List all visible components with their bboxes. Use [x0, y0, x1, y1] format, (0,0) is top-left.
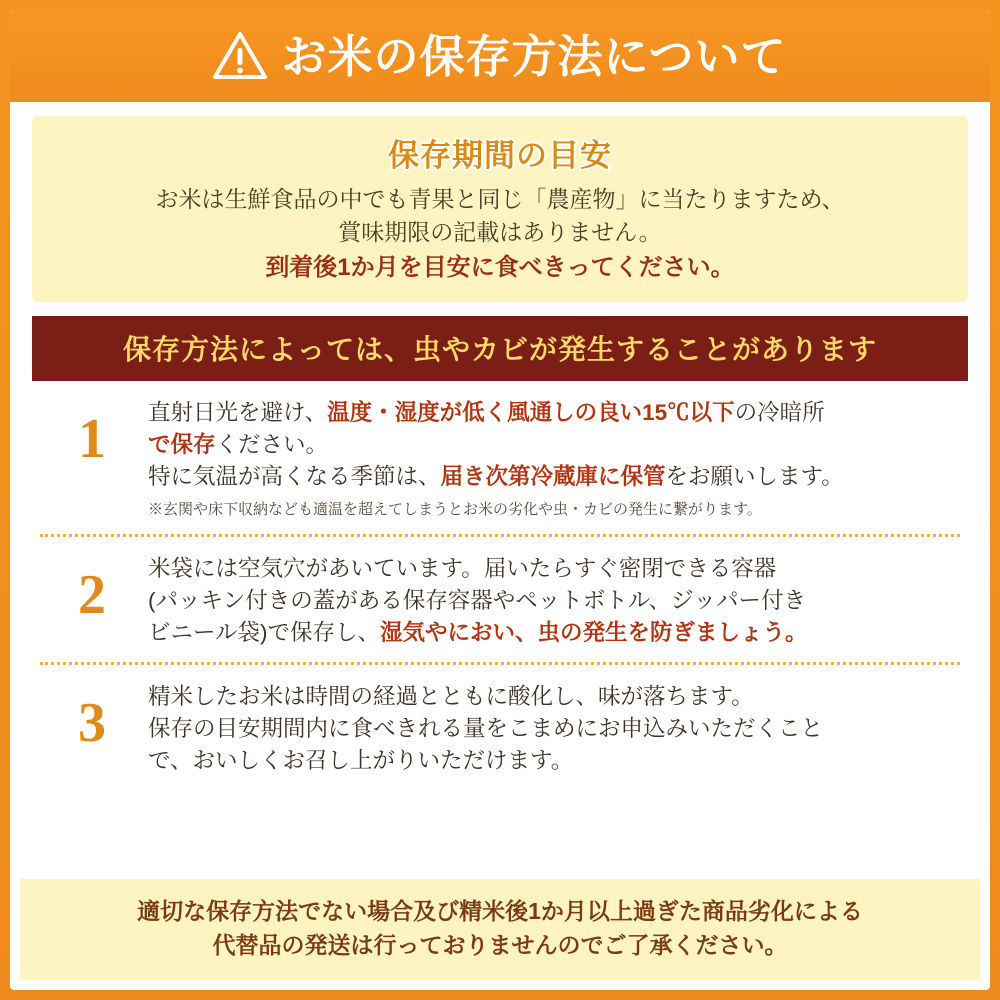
step-2-line-3-highlight: 湿気やにおい、虫の発生を防ぎましょう。: [380, 619, 808, 645]
step-1-line-2: [148, 429, 958, 461]
step-3-line-3: で、おいしくお召し上がりいただけます。: [148, 748, 574, 774]
header: [10, 10, 990, 102]
page-title: お米の保存方法について: [281, 30, 787, 82]
step-1-line-1-a: 直射日光を避け、: [148, 400, 328, 426]
step-number: 2: [78, 563, 106, 626]
step-1-line-3-a: 特に気温が高くなる季節は、: [148, 464, 441, 490]
storage-period-line-2: 賞味期限の記載はありません。: [338, 218, 662, 245]
storage-period-emphasis: 到着後1か月を目安に食べきってください。: [265, 254, 735, 282]
step-2-line-3-a: ビニール袋)で保存し、: [148, 619, 381, 645]
step-3-line-2: 保存の目安期間内に食べきれる量をこまめにお申込みいただくこと: [148, 716, 824, 742]
content-body: [10, 102, 990, 791]
step-3-line-1: 精米したお米は時間の経過とともに酸化し、味が落ちます。: [148, 684, 754, 710]
step-1-line-1-highlight: 温度・湿度が低く風通しの良い15℃以下: [327, 400, 735, 426]
step-number: 3: [78, 692, 106, 755]
step-body: [148, 681, 964, 777]
storage-period-line-1: お米は生鮮食品の中でも青果と同じ「農産物」に当たりますため、: [155, 186, 845, 212]
step-1-line-3-highlight: 届き次第冷蔵庫に保管: [440, 464, 666, 490]
storage-period-title: 保存期間の目安: [388, 138, 612, 173]
footer-disclaimer: [20, 879, 980, 980]
poster-inner: [10, 10, 990, 990]
step-2-line-2: (パッキン付きの蓋がある保存容器やペットボトル、ジッパー付き: [148, 587, 806, 613]
step-body: [148, 553, 964, 649]
step-1-line-3: [148, 461, 958, 493]
footer-line-2: 代替品の発送は行っておりませんのでご了承ください。: [212, 931, 788, 958]
list-item: [36, 381, 964, 533]
storage-period-panel: [32, 116, 968, 302]
step-1-line-2-highlight: で保存: [148, 432, 216, 458]
step-body: [148, 397, 964, 519]
step-1-line-1: [148, 397, 958, 429]
list-item: [36, 537, 964, 663]
step-1-note: ※玄関や床下収納なども適温を超えてしまうとお米の劣化や虫・カビの発生に繋がります。: [148, 501, 762, 519]
step-2-line-3: [148, 617, 958, 649]
step-1-line-2-b: ください。: [215, 432, 329, 458]
list-item: [36, 665, 964, 791]
step-1-line-3-b: をお願いします。: [665, 464, 844, 490]
step-number: 1: [78, 408, 106, 471]
warning-bar: 保存方法によっては、虫やカビが発生することがあります: [32, 316, 968, 381]
footer-line-1: 適切な保存方法でない場合及び精米後1か月以上過ぎた商品劣化による: [137, 898, 863, 925]
warning-triangle-icon: [213, 31, 267, 81]
step-2-line-1: 米袋には空気穴があいています。届いたらすぐ密閉できる容器: [148, 555, 777, 581]
step-1-line-1-b: の冷暗所: [734, 400, 825, 426]
steps-list: [32, 381, 968, 791]
